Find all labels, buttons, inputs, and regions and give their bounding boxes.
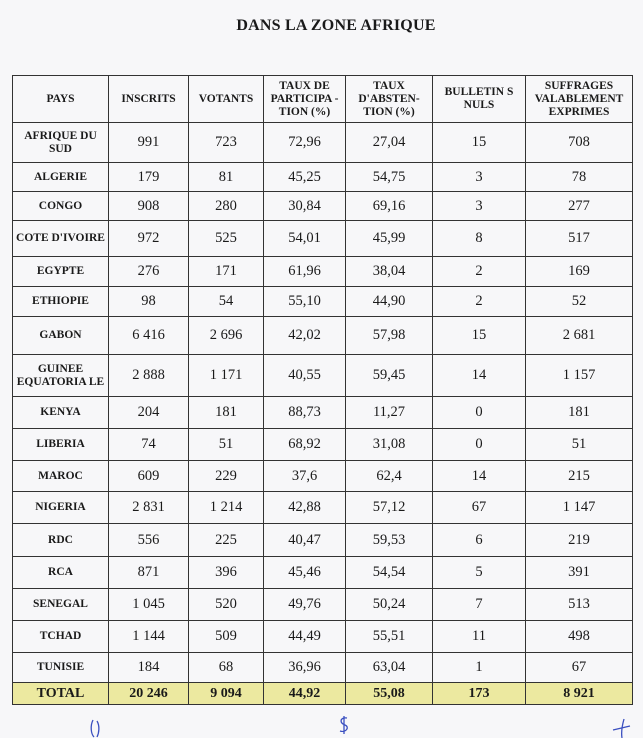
cell-taux-participation: 49,76 (264, 589, 346, 621)
cell-taux-abstention: 44,90 (346, 287, 433, 317)
cell-taux-participation: 36,96 (264, 653, 346, 683)
cell-pays: GABON (13, 317, 109, 355)
cell-pays: EGYPTE (13, 257, 109, 287)
cell-taux-participation: 30,84 (264, 192, 346, 221)
table-row (13, 287, 633, 317)
total-suffrages-exprimes: 8 921 (526, 683, 633, 705)
cell-pays: MAROC (13, 461, 109, 492)
cell-votants: 81 (189, 163, 264, 192)
cell-votants: 509 (189, 621, 264, 653)
cell-taux-abstention: 27,04 (346, 123, 433, 163)
cell-suffrages-exprimes: 513 (526, 589, 633, 621)
cell-bulletins-nuls: 5 (433, 557, 526, 589)
cell-suffrages-exprimes: 498 (526, 621, 633, 653)
cell-votants: 181 (189, 397, 264, 429)
cell-taux-abstention: 11,27 (346, 397, 433, 429)
cell-suffrages-exprimes: 219 (526, 524, 633, 557)
cell-taux-participation: 44,49 (264, 621, 346, 653)
cell-taux-abstention: 59,53 (346, 524, 433, 557)
cell-taux-participation: 40,47 (264, 524, 346, 557)
cell-suffrages-exprimes: 169 (526, 257, 633, 287)
header-votants: VOTANTS (189, 76, 264, 123)
cell-inscrits: 204 (109, 397, 189, 429)
cell-pays: KENYA (13, 397, 109, 429)
cell-pays: RDC (13, 524, 109, 557)
cell-taux-abstention: 50,24 (346, 589, 433, 621)
cell-taux-participation: 61,96 (264, 257, 346, 287)
total-inscrits: 20 246 (109, 683, 189, 705)
cell-bulletins-nuls: 7 (433, 589, 526, 621)
header-taux-participation: TAUX DE PARTICIPA -TION (%) (264, 76, 346, 123)
cell-taux-abstention: 55,51 (346, 621, 433, 653)
cell-bulletins-nuls: 6 (433, 524, 526, 557)
total-pays: TOTAL (13, 683, 109, 705)
table-row (13, 192, 633, 221)
cell-votants: 1 214 (189, 492, 264, 524)
cell-bulletins-nuls: 1 (433, 653, 526, 683)
total-taux-abstention: 55,08 (346, 683, 433, 705)
cell-pays: ALGERIE (13, 163, 109, 192)
cell-taux-participation: 72,96 (264, 123, 346, 163)
cell-taux-participation: 54,01 (264, 221, 346, 257)
cell-bulletins-nuls: 11 (433, 621, 526, 653)
cell-suffrages-exprimes: 517 (526, 221, 633, 257)
cell-taux-abstention: 62,4 (346, 461, 433, 492)
cell-pays: GUINEE EQUATORIA LE (13, 355, 109, 397)
cell-suffrages-exprimes: 2 681 (526, 317, 633, 355)
cell-bulletins-nuls: 15 (433, 317, 526, 355)
table-row (13, 257, 633, 287)
cell-votants: 225 (189, 524, 264, 557)
cell-suffrages-exprimes: 708 (526, 123, 633, 163)
cell-bulletins-nuls: 67 (433, 492, 526, 524)
table-row (13, 397, 633, 429)
cell-pays: ETHIOPIE (13, 287, 109, 317)
cell-votants: 520 (189, 589, 264, 621)
cell-taux-participation: 37,6 (264, 461, 346, 492)
cell-votants: 54 (189, 287, 264, 317)
cell-taux-participation: 42,02 (264, 317, 346, 355)
cell-suffrages-exprimes: 277 (526, 192, 633, 221)
cell-votants: 2 696 (189, 317, 264, 355)
cell-inscrits: 179 (109, 163, 189, 192)
cell-inscrits: 74 (109, 429, 189, 461)
table-row (13, 163, 633, 192)
cell-inscrits: 609 (109, 461, 189, 492)
cell-pays: AFRIQUE DU SUD (13, 123, 109, 163)
total-bulletins-nuls: 173 (433, 683, 526, 705)
cell-pays: COTE D'IVOIRE (13, 221, 109, 257)
cell-bulletins-nuls: 0 (433, 397, 526, 429)
cell-votants: 1 171 (189, 355, 264, 397)
cell-votants: 171 (189, 257, 264, 287)
cell-taux-participation: 68,92 (264, 429, 346, 461)
cell-inscrits: 972 (109, 221, 189, 257)
cell-inscrits: 556 (109, 524, 189, 557)
cell-inscrits: 991 (109, 123, 189, 163)
cell-bulletins-nuls: 8 (433, 221, 526, 257)
handwritten-initial-left (88, 718, 104, 738)
cell-inscrits: 276 (109, 257, 189, 287)
table-row (13, 589, 633, 621)
cell-pays: SENEGAL (13, 589, 109, 621)
cell-pays: CONGO (13, 192, 109, 221)
table-row (13, 461, 633, 492)
cell-votants: 68 (189, 653, 264, 683)
cell-inscrits: 6 416 (109, 317, 189, 355)
cell-taux-abstention: 31,08 (346, 429, 433, 461)
cell-bulletins-nuls: 2 (433, 257, 526, 287)
table-row (13, 355, 633, 397)
cell-inscrits: 2 831 (109, 492, 189, 524)
cell-taux-participation: 45,46 (264, 557, 346, 589)
cell-suffrages-exprimes: 391 (526, 557, 633, 589)
cell-suffrages-exprimes: 51 (526, 429, 633, 461)
document-title: DANS LA ZONE AFRIQUE (236, 17, 436, 34)
cell-pays: TCHAD (13, 621, 109, 653)
cell-inscrits: 871 (109, 557, 189, 589)
cell-bulletins-nuls: 14 (433, 461, 526, 492)
cell-votants: 525 (189, 221, 264, 257)
cell-inscrits: 1 144 (109, 621, 189, 653)
cell-taux-participation: 55,10 (264, 287, 346, 317)
table-row (13, 621, 633, 653)
cell-suffrages-exprimes: 67 (526, 653, 633, 683)
cell-suffrages-exprimes: 215 (526, 461, 633, 492)
table-row (13, 524, 633, 557)
cell-bulletins-nuls: 3 (433, 192, 526, 221)
cell-votants: 229 (189, 461, 264, 492)
total-taux-participation: 44,92 (264, 683, 346, 705)
cell-bulletins-nuls: 0 (433, 429, 526, 461)
header-inscrits: INSCRITS (109, 76, 189, 123)
cell-taux-abstention: 59,45 (346, 355, 433, 397)
cell-bulletins-nuls: 14 (433, 355, 526, 397)
cell-taux-participation: 45,25 (264, 163, 346, 192)
cell-taux-participation: 88,73 (264, 397, 346, 429)
cell-suffrages-exprimes: 181 (526, 397, 633, 429)
cell-bulletins-nuls: 2 (433, 287, 526, 317)
cell-taux-participation: 42,88 (264, 492, 346, 524)
total-votants: 9 094 (189, 683, 264, 705)
cell-inscrits: 98 (109, 287, 189, 317)
cell-inscrits: 184 (109, 653, 189, 683)
cell-votants: 396 (189, 557, 264, 589)
table-row (13, 317, 633, 355)
cell-suffrages-exprimes: 78 (526, 163, 633, 192)
cell-suffrages-exprimes: 1 147 (526, 492, 633, 524)
cell-bulletins-nuls: 15 (433, 123, 526, 163)
handwritten-initial-right (610, 718, 632, 738)
table-row (13, 557, 633, 589)
cell-taux-abstention: 54,75 (346, 163, 433, 192)
cell-taux-abstention: 69,16 (346, 192, 433, 221)
cell-inscrits: 908 (109, 192, 189, 221)
cell-taux-participation: 40,55 (264, 355, 346, 397)
header-pays: PAYS (13, 76, 109, 123)
cell-pays: TUNISIE (13, 653, 109, 683)
cell-pays: LIBERIA (13, 429, 109, 461)
cell-suffrages-exprimes: 1 157 (526, 355, 633, 397)
cell-inscrits: 2 888 (109, 355, 189, 397)
cell-taux-abstention: 54,54 (346, 557, 433, 589)
cell-votants: 723 (189, 123, 264, 163)
cell-votants: 280 (189, 192, 264, 221)
table-row (13, 123, 633, 163)
table-row (13, 221, 633, 257)
table-row (13, 653, 633, 683)
results-table (12, 75, 633, 705)
total-row (13, 683, 633, 705)
header-suffrages-exprimes: SUFFRAGES VALABLEMENT EXPRIMES (526, 76, 633, 123)
cell-bulletins-nuls: 3 (433, 163, 526, 192)
cell-taux-abstention: 45,99 (346, 221, 433, 257)
cell-votants: 51 (189, 429, 264, 461)
handwritten-initial-middle (336, 715, 352, 735)
cell-pays: NIGERIA (13, 492, 109, 524)
cell-taux-abstention: 63,04 (346, 653, 433, 683)
cell-pays: RCA (13, 557, 109, 589)
table-row (13, 492, 633, 524)
cell-taux-abstention: 57,12 (346, 492, 433, 524)
cell-taux-abstention: 38,04 (346, 257, 433, 287)
cell-suffrages-exprimes: 52 (526, 287, 633, 317)
table-row (13, 429, 633, 461)
header-row (13, 76, 633, 123)
header-bulletins-nuls: BULLETIN S NULS (433, 76, 526, 123)
header-taux-abstention: TAUX D'ABSTEN- TION (%) (346, 76, 433, 123)
cell-inscrits: 1 045 (109, 589, 189, 621)
cell-taux-abstention: 57,98 (346, 317, 433, 355)
